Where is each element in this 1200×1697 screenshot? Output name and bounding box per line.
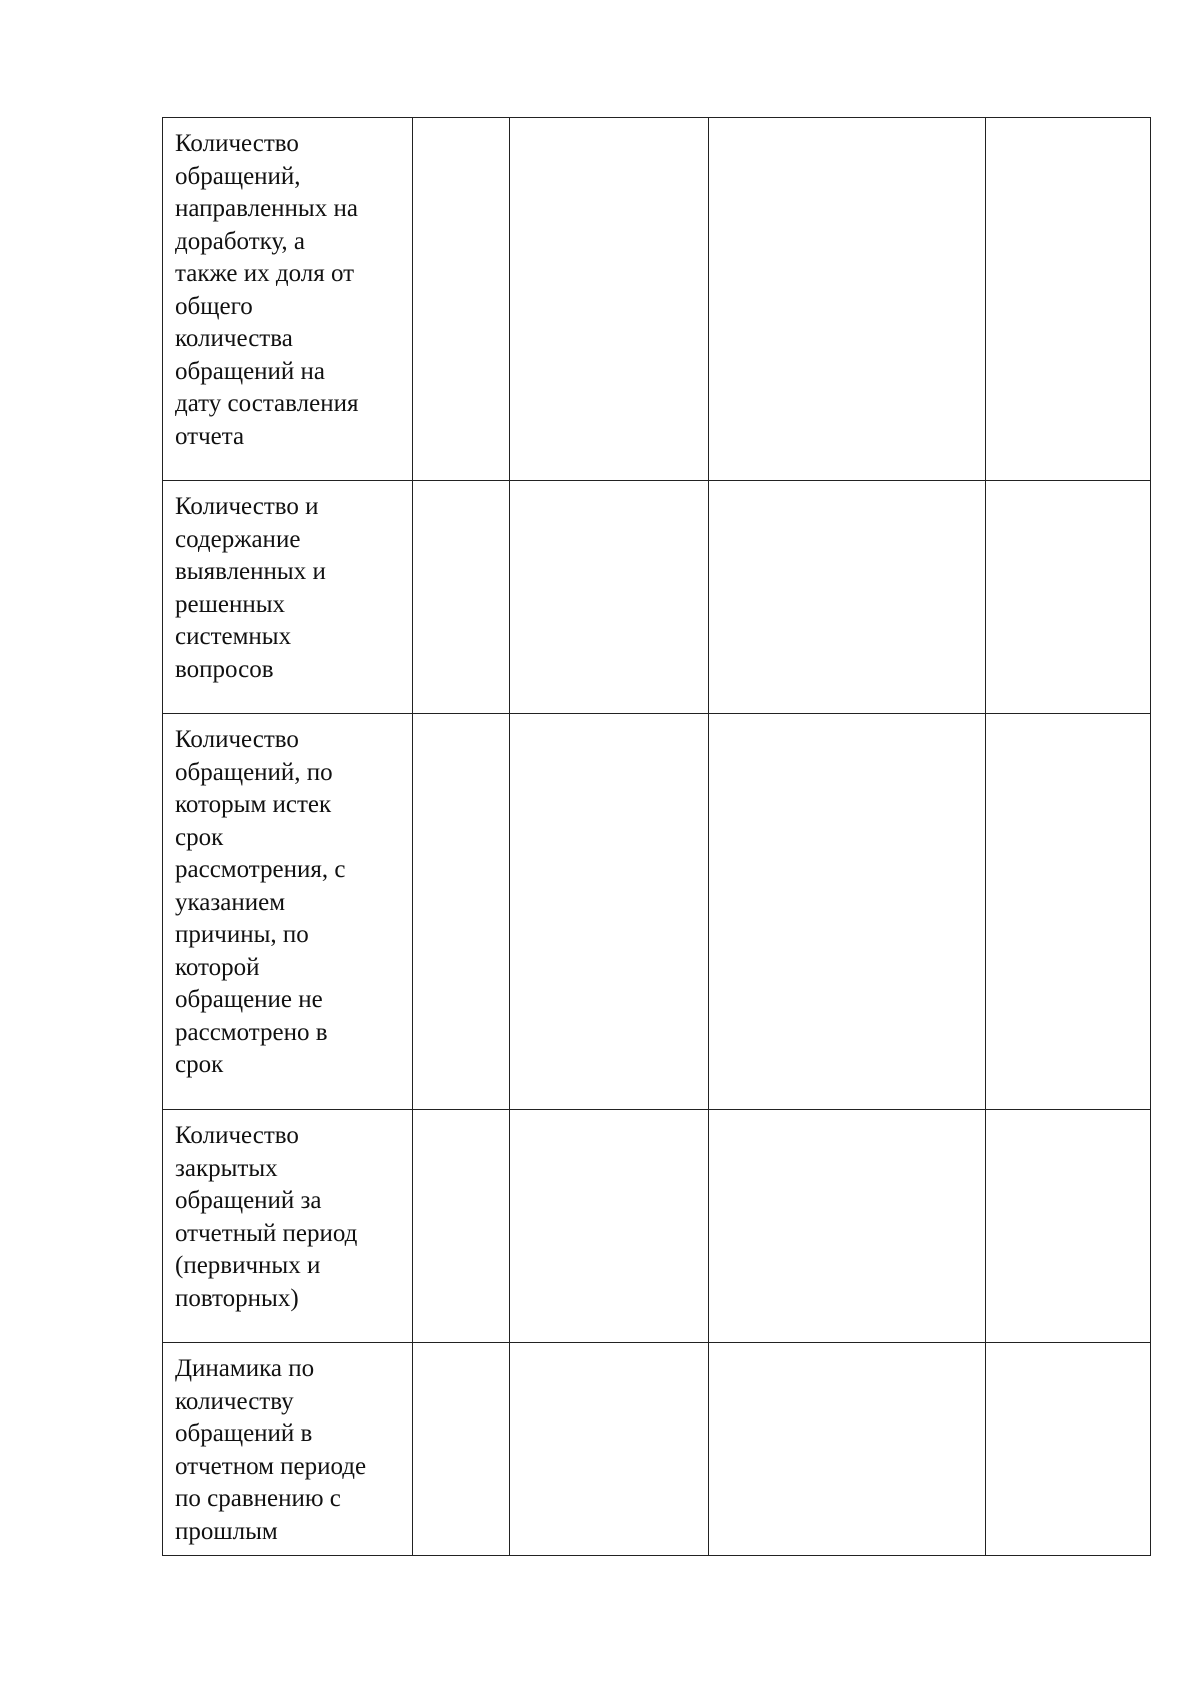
empty-cell <box>413 1343 510 1556</box>
table-row <box>163 714 1151 1110</box>
empty-cell <box>709 714 986 1110</box>
empty-cell <box>986 714 1151 1110</box>
table-row <box>163 1110 1151 1343</box>
row-label-cell <box>163 118 413 481</box>
row-label-cell <box>163 481 413 714</box>
empty-cell <box>510 118 709 481</box>
table-row <box>163 118 1151 481</box>
empty-cell <box>986 1343 1151 1556</box>
empty-cell <box>510 481 709 714</box>
empty-cell <box>510 714 709 1110</box>
empty-cell <box>413 118 510 481</box>
empty-cell <box>986 481 1151 714</box>
table-row <box>163 481 1151 714</box>
empty-cell <box>413 481 510 714</box>
empty-cell <box>413 714 510 1110</box>
row-label-cell <box>163 1110 413 1343</box>
empty-cell <box>709 481 986 714</box>
empty-cell <box>709 1110 986 1343</box>
empty-cell <box>709 118 986 481</box>
row-label: Количество обращений, направленных на доработку, а также их доля от общего количества обращений на дату составления отчета <box>175 130 359 450</box>
row-label-cell <box>163 714 413 1110</box>
row-label: Динамика по количеству обращений в отчетном периоде по сравнению с прошлым <box>175 1355 367 1545</box>
row-label: Количество обращений, по которым истек срок рассмотрения, с указанием причины, по которой обращение не рассмотрено в срок <box>175 726 346 1078</box>
empty-cell <box>709 1343 986 1556</box>
empty-cell <box>986 118 1151 481</box>
empty-cell <box>413 1110 510 1343</box>
table-row <box>163 1343 1151 1556</box>
empty-cell <box>986 1110 1151 1343</box>
empty-cell <box>510 1110 709 1343</box>
row-label-cell <box>163 1343 413 1556</box>
report-table <box>162 117 1151 1556</box>
empty-cell <box>510 1343 709 1556</box>
row-label: Количество и содержание выявленных и решенных системных вопросов <box>175 493 326 683</box>
row-label: Количество закрытых обращений за отчетный период (первичных и повторных) <box>175 1122 358 1312</box>
